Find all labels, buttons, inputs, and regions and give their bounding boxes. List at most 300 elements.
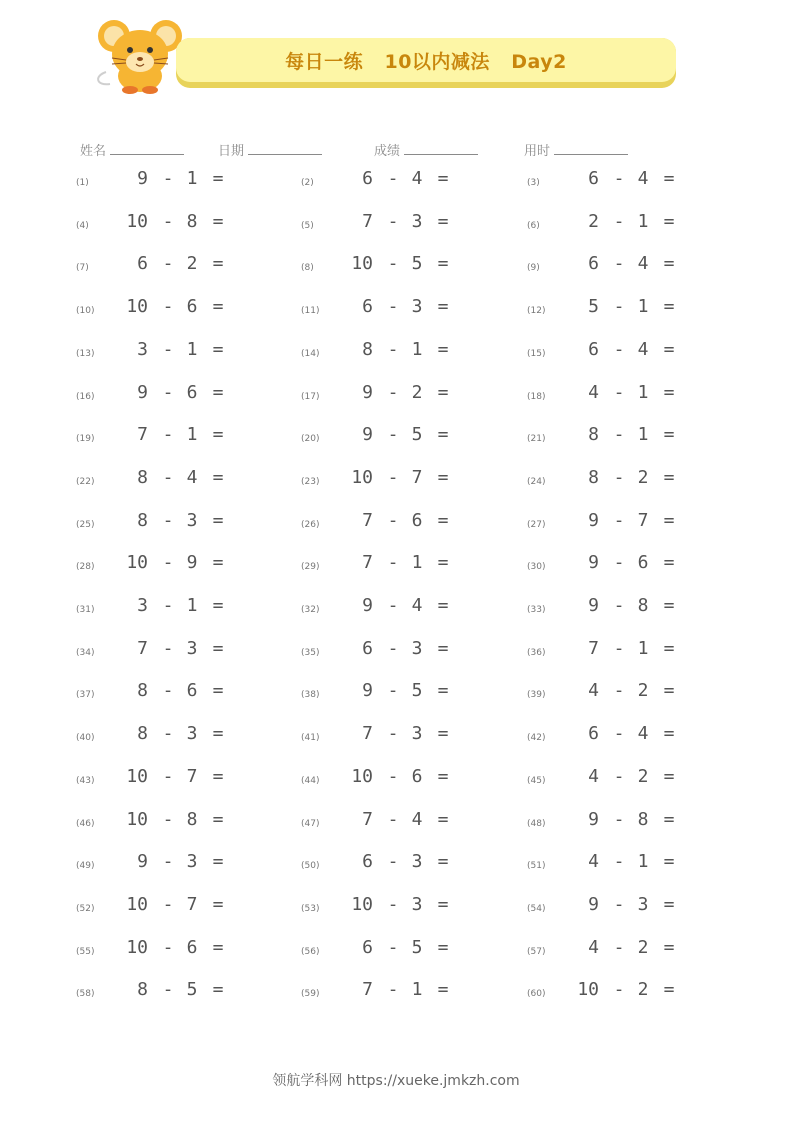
score-blank-line — [404, 142, 478, 155]
minus-sign: - — [387, 296, 399, 318]
minus-sign: - — [387, 552, 399, 574]
minuend: 10 — [126, 893, 148, 915]
minuend: 8 — [137, 723, 148, 745]
problem-item — [76, 331, 306, 371]
problem-item — [527, 587, 757, 627]
minus-sign: - — [387, 637, 399, 659]
problem-expression — [110, 766, 280, 790]
title-banner — [176, 38, 676, 88]
subtrahend: 2 — [411, 381, 423, 403]
minuend: 9 — [588, 893, 599, 915]
minuend: 8 — [588, 466, 599, 488]
equals-sign: = — [212, 253, 224, 275]
problem-number: (36) — [527, 647, 546, 658]
equals-sign: = — [437, 253, 449, 275]
equals-sign: = — [212, 168, 224, 189]
minus-sign: - — [613, 723, 625, 745]
problem-number: (48) — [527, 818, 546, 829]
subtrahend: 6 — [411, 509, 423, 531]
problem-expression — [335, 253, 505, 277]
problem-expression — [561, 339, 731, 363]
problem-item — [301, 544, 531, 584]
problem-number: (18) — [527, 391, 546, 402]
minus-sign: - — [613, 936, 625, 958]
equals-sign: = — [663, 680, 675, 702]
problem-number: (37) — [76, 690, 95, 701]
minuend: 6 — [588, 338, 599, 360]
date-label: 日期 — [218, 144, 245, 159]
minus-sign: - — [387, 936, 399, 958]
problem-number: (11) — [301, 306, 320, 317]
equals-sign: = — [437, 808, 449, 830]
problem-item — [301, 630, 531, 670]
problem-number: (30) — [527, 562, 546, 573]
minuend: 10 — [126, 296, 148, 318]
minuend: 9 — [137, 851, 148, 873]
subtrahend: 8 — [186, 808, 198, 830]
minus-sign: - — [613, 381, 625, 403]
problem-item — [301, 672, 531, 712]
problem-item — [301, 331, 531, 371]
problem-item — [301, 801, 531, 841]
problem-number: (14) — [301, 348, 320, 359]
minuend: 3 — [137, 338, 148, 360]
subtrahend: 6 — [186, 680, 198, 702]
problem-item — [76, 416, 306, 456]
problem-item — [301, 758, 531, 798]
problem-number: (13) — [76, 348, 95, 359]
minuend: 10 — [351, 765, 373, 787]
subtrahend: 4 — [186, 466, 198, 488]
minuend: 7 — [362, 723, 373, 745]
problem-number: (19) — [76, 434, 95, 445]
problem-expression — [335, 680, 505, 704]
subtrahend: 3 — [411, 296, 423, 318]
equals-sign: = — [212, 552, 224, 574]
subtrahend: 3 — [411, 893, 423, 915]
problem-grid — [0, 160, 792, 1010]
minus-sign: - — [162, 338, 174, 360]
score-label: 成绩 — [374, 144, 401, 159]
equals-sign: = — [663, 168, 675, 189]
problem-number: (44) — [301, 775, 320, 786]
minus-sign: - — [162, 168, 174, 189]
problem-expression — [110, 510, 280, 534]
problem-number: (9) — [527, 263, 540, 274]
problem-item — [301, 416, 531, 456]
problem-expression — [110, 595, 280, 619]
equals-sign: = — [663, 210, 675, 232]
problem-expression — [110, 211, 280, 235]
subtrahend: 7 — [186, 893, 198, 915]
equals-sign: = — [437, 338, 449, 360]
subtrahend: 7 — [186, 765, 198, 787]
problem-item — [301, 587, 531, 627]
minuend: 4 — [588, 765, 599, 787]
equals-sign: = — [663, 509, 675, 531]
problem-number: (51) — [527, 861, 546, 872]
equals-sign: = — [437, 936, 449, 958]
minus-sign: - — [162, 381, 174, 403]
equals-sign: = — [437, 637, 449, 659]
problem-expression — [561, 894, 731, 918]
problem-number: (39) — [527, 690, 546, 701]
minuend: 10 — [351, 893, 373, 915]
problem-expression — [110, 894, 280, 918]
problem-number: (17) — [301, 391, 320, 402]
minuend: 4 — [588, 381, 599, 403]
minuend: 10 — [351, 253, 373, 275]
problem-number: (4) — [76, 220, 89, 231]
equals-sign: = — [663, 851, 675, 873]
problem-item — [76, 502, 306, 542]
problem-number: (6) — [527, 220, 540, 231]
problem-expression — [335, 638, 505, 662]
problem-expression — [561, 809, 731, 833]
score-field — [374, 140, 478, 159]
problem-item — [301, 459, 531, 499]
problem-item — [76, 374, 306, 414]
problem-number: (55) — [76, 946, 95, 957]
problem-item — [301, 203, 531, 243]
problem-item — [527, 929, 757, 969]
problem-expression — [110, 979, 280, 1003]
minus-sign: - — [613, 765, 625, 787]
problem-number: (38) — [301, 690, 320, 701]
subtrahend: 9 — [186, 552, 198, 574]
subtrahend: 3 — [411, 723, 423, 745]
equals-sign: = — [437, 296, 449, 318]
subtrahend: 8 — [186, 210, 198, 232]
equals-sign: = — [663, 936, 675, 958]
minus-sign: - — [387, 466, 399, 488]
problem-number: (34) — [76, 647, 95, 658]
problem-expression — [110, 168, 280, 192]
minuend: 4 — [588, 680, 599, 702]
equals-sign: = — [437, 893, 449, 915]
problem-number: (47) — [301, 818, 320, 829]
problem-number: (21) — [527, 434, 546, 445]
problem-number: (5) — [301, 220, 314, 231]
equals-sign: = — [663, 979, 675, 1001]
problem-expression — [335, 937, 505, 961]
minuend: 9 — [362, 595, 373, 616]
minus-sign: - — [613, 253, 625, 275]
problem-item — [527, 459, 757, 499]
equals-sign: = — [212, 979, 224, 1001]
minuend: 8 — [137, 466, 148, 488]
problem-number: (10) — [76, 306, 95, 317]
footer-source: 领航学科网 https://xueke.jmkzh.com — [272, 1073, 520, 1089]
equals-sign: = — [437, 680, 449, 702]
problem-item — [527, 886, 757, 926]
minus-sign: - — [387, 253, 399, 275]
problem-expression — [110, 723, 280, 747]
minuend: 6 — [362, 936, 373, 958]
subtrahend: 6 — [186, 381, 198, 403]
minus-sign: - — [387, 210, 399, 232]
minus-sign: - — [613, 466, 625, 488]
problem-expression — [335, 595, 505, 619]
problem-expression — [561, 424, 731, 448]
problem-item — [527, 758, 757, 798]
problem-number: (3) — [527, 178, 540, 188]
problem-number: (26) — [301, 519, 320, 530]
minus-sign: - — [162, 595, 174, 616]
problem-item — [76, 459, 306, 499]
subtrahend: 4 — [411, 808, 423, 830]
subtrahend: 2 — [186, 253, 198, 275]
problem-expression — [561, 766, 731, 790]
problem-expression — [110, 552, 280, 576]
minus-sign: - — [162, 466, 174, 488]
minuend: 9 — [588, 509, 599, 531]
problem-number: (52) — [76, 903, 95, 914]
problem-expression — [335, 809, 505, 833]
problem-number: (33) — [527, 605, 546, 615]
subtrahend: 5 — [411, 253, 423, 275]
problem-number: (41) — [301, 733, 320, 744]
problem-number: (15) — [527, 348, 546, 359]
problem-number: (24) — [527, 476, 546, 487]
minuend: 9 — [588, 808, 599, 830]
equals-sign: = — [663, 253, 675, 275]
equals-sign: = — [437, 381, 449, 403]
minus-sign: - — [613, 680, 625, 702]
equals-sign: = — [437, 466, 449, 488]
problem-number: (28) — [76, 562, 95, 573]
problem-item — [527, 502, 757, 542]
problem-expression — [561, 253, 731, 277]
minus-sign: - — [162, 765, 174, 787]
minus-sign: - — [613, 168, 625, 189]
minuend: 8 — [137, 979, 148, 1001]
minus-sign: - — [387, 509, 399, 531]
minus-sign: - — [387, 680, 399, 702]
minuend: 7 — [137, 424, 148, 446]
equals-sign: = — [663, 552, 675, 574]
equals-sign: = — [663, 637, 675, 659]
equals-sign: = — [212, 466, 224, 488]
minus-sign: - — [387, 338, 399, 360]
minus-sign: - — [162, 979, 174, 1001]
subtrahend: 5 — [411, 936, 423, 958]
subtrahend: 1 — [637, 210, 649, 232]
problem-item — [76, 587, 306, 627]
subtrahend: 7 — [411, 466, 423, 488]
equals-sign: = — [212, 893, 224, 915]
problem-expression — [561, 979, 731, 1003]
page-title: 每日一练 10以内减法 Day2 — [285, 50, 567, 73]
minus-sign: - — [613, 338, 625, 360]
equals-sign: = — [212, 637, 224, 659]
problem-item — [527, 843, 757, 883]
minus-sign: - — [613, 552, 625, 574]
minuend: 4 — [588, 851, 599, 873]
time-blank-line — [554, 142, 628, 155]
problem-item — [527, 971, 757, 1011]
problem-item — [76, 630, 306, 670]
equals-sign: = — [663, 893, 675, 915]
problem-expression — [561, 296, 731, 320]
problem-number: (43) — [76, 775, 95, 786]
problem-item — [527, 374, 757, 414]
problem-item — [527, 203, 757, 243]
name-label: 姓名 — [80, 144, 107, 159]
problem-item — [527, 715, 757, 755]
problem-item — [76, 672, 306, 712]
problem-expression — [335, 851, 505, 875]
subtrahend: 2 — [637, 936, 649, 958]
minus-sign: - — [387, 851, 399, 873]
problem-number: (40) — [76, 733, 95, 744]
problem-number: (7) — [76, 263, 89, 274]
minuend: 8 — [362, 338, 373, 360]
subtrahend: 4 — [637, 253, 649, 275]
equals-sign: = — [437, 979, 449, 1001]
minuend: 9 — [362, 424, 373, 446]
student-info-row — [0, 140, 792, 160]
time-field — [524, 140, 628, 159]
equals-sign: = — [437, 765, 449, 787]
problem-item — [301, 843, 531, 883]
equals-sign: = — [663, 296, 675, 318]
subtrahend: 1 — [186, 168, 198, 189]
subtrahend: 3 — [637, 893, 649, 915]
subtrahend: 8 — [637, 808, 649, 830]
equals-sign: = — [212, 936, 224, 958]
equals-sign: = — [663, 723, 675, 745]
minuend: 7 — [362, 979, 373, 1001]
subtrahend: 3 — [411, 637, 423, 659]
problem-number: (12) — [527, 306, 546, 317]
problem-item — [301, 971, 531, 1011]
problem-expression — [561, 595, 731, 619]
subtrahend: 1 — [411, 979, 423, 1001]
problem-number: (45) — [527, 775, 546, 786]
equals-sign: = — [212, 210, 224, 232]
minus-sign: - — [387, 723, 399, 745]
problem-expression — [335, 168, 505, 192]
problem-expression — [110, 809, 280, 833]
minus-sign: - — [387, 595, 399, 616]
minus-sign: - — [613, 296, 625, 318]
subtrahend: 3 — [186, 851, 198, 873]
problem-expression — [335, 382, 505, 406]
problem-item — [527, 331, 757, 371]
minus-sign: - — [162, 424, 174, 446]
subtrahend: 4 — [411, 595, 423, 616]
minuend: 10 — [126, 808, 148, 830]
problem-expression — [335, 894, 505, 918]
problem-expression — [110, 937, 280, 961]
subtrahend: 2 — [637, 680, 649, 702]
subtrahend: 3 — [411, 210, 423, 232]
minuend: 6 — [362, 296, 373, 318]
subtrahend: 6 — [186, 296, 198, 318]
subtrahend: 4 — [411, 168, 423, 189]
problem-expression — [110, 638, 280, 662]
equals-sign: = — [212, 381, 224, 403]
minus-sign: - — [613, 509, 625, 531]
minus-sign: - — [162, 808, 174, 830]
equals-sign: = — [212, 338, 224, 360]
problem-item — [527, 544, 757, 584]
equals-sign: = — [212, 509, 224, 531]
minuend: 6 — [588, 168, 599, 189]
equals-sign: = — [212, 424, 224, 446]
problem-number: (27) — [527, 519, 546, 530]
problem-item — [76, 544, 306, 584]
minuend: 9 — [137, 381, 148, 403]
minuend: 10 — [351, 466, 373, 488]
subtrahend: 1 — [411, 338, 423, 360]
minuend: 7 — [137, 637, 148, 659]
minuend: 6 — [362, 637, 373, 659]
equals-sign: = — [212, 680, 224, 702]
problem-number: (32) — [301, 605, 320, 615]
subtrahend: 5 — [411, 680, 423, 702]
problem-item — [527, 630, 757, 670]
minus-sign: - — [613, 851, 625, 873]
subtrahend: 1 — [186, 595, 198, 616]
minuend: 8 — [588, 424, 599, 446]
problem-item — [76, 843, 306, 883]
problem-expression — [561, 382, 731, 406]
problem-item — [527, 801, 757, 841]
problem-expression — [561, 552, 731, 576]
problem-number: (2) — [301, 178, 314, 188]
minus-sign: - — [162, 552, 174, 574]
minus-sign: - — [387, 424, 399, 446]
problem-item — [76, 715, 306, 755]
subtrahend: 2 — [637, 466, 649, 488]
problem-number: (35) — [301, 647, 320, 658]
problem-item — [527, 288, 757, 328]
minuend: 9 — [137, 168, 148, 189]
problem-number: (60) — [527, 989, 546, 1000]
problem-expression — [561, 168, 731, 192]
subtrahend: 5 — [411, 424, 423, 446]
problem-expression — [335, 766, 505, 790]
minuend: 9 — [362, 680, 373, 702]
subtrahend: 1 — [186, 424, 198, 446]
problem-number: (42) — [527, 733, 546, 744]
problem-item — [527, 245, 757, 285]
minuend: 8 — [137, 509, 148, 531]
subtrahend: 5 — [186, 979, 198, 1001]
problem-item — [527, 416, 757, 456]
minus-sign: - — [162, 296, 174, 318]
problem-number: (56) — [301, 946, 320, 957]
problem-expression — [335, 211, 505, 235]
problem-expression — [110, 296, 280, 320]
minus-sign: - — [387, 893, 399, 915]
minuend: 10 — [126, 210, 148, 232]
problem-expression — [561, 851, 731, 875]
name-field — [80, 140, 184, 159]
subtrahend: 2 — [637, 979, 649, 1001]
problem-number: (20) — [301, 434, 320, 445]
minus-sign: - — [162, 680, 174, 702]
minuend: 7 — [362, 509, 373, 531]
subtrahend: 8 — [637, 595, 649, 616]
minuend: 7 — [362, 808, 373, 830]
equals-sign: = — [663, 381, 675, 403]
problem-expression — [561, 680, 731, 704]
problem-expression — [561, 723, 731, 747]
problem-number: (29) — [301, 562, 320, 573]
